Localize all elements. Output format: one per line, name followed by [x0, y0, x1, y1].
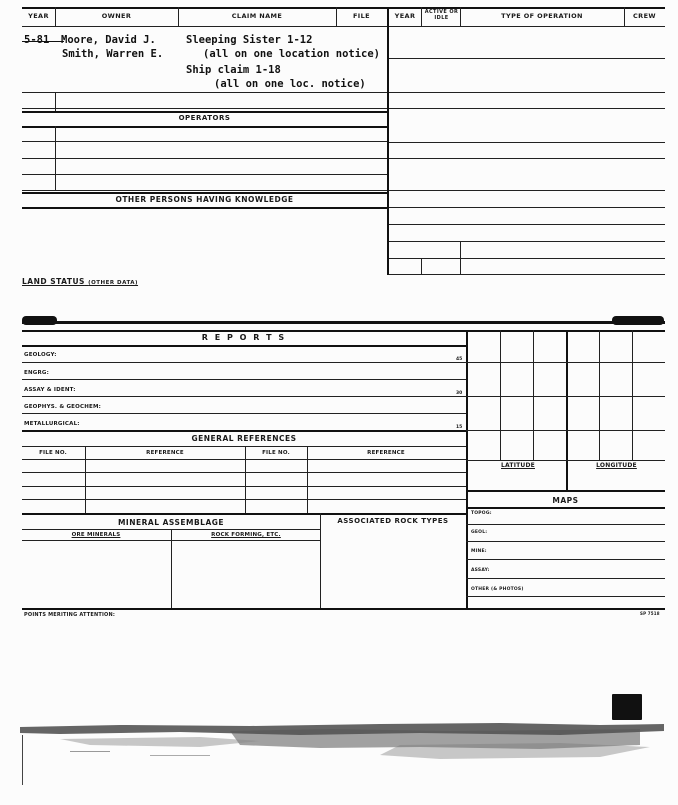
maps-heading: MAPS — [552, 496, 579, 505]
grid-col — [533, 330, 534, 460]
assay-map-label: ASSAY: — [471, 568, 490, 573]
row-line — [22, 446, 466, 447]
section-line — [22, 430, 466, 432]
entry-year: 5-81 — [24, 34, 50, 46]
topog-label: TOPOG: — [471, 511, 492, 516]
mine-label: MINE: — [471, 549, 487, 554]
right-row-line — [389, 258, 665, 259]
top-border — [22, 7, 665, 9]
row-line — [22, 459, 466, 460]
col-divider — [245, 446, 246, 513]
row-line — [22, 396, 466, 397]
associated-rock-types-heading: ASSOCIATED ROCK TYPES — [337, 517, 449, 525]
owner-header: OWNER — [101, 12, 132, 20]
right-row-line — [389, 58, 665, 59]
crew-header: CREW — [633, 12, 656, 20]
col-divider — [55, 126, 56, 191]
section-line — [466, 507, 665, 509]
col-divider — [55, 92, 56, 111]
geophys-label: GEOPHYS. & GEOCHEM: — [24, 404, 102, 410]
row-line — [22, 540, 320, 541]
reference-2-header: REFERENCE — [367, 450, 405, 456]
grid-col — [632, 330, 633, 460]
bottom-line — [22, 608, 665, 610]
active-idle-header: ACTIVE OR IDLE — [424, 9, 459, 21]
right-row-line — [389, 274, 665, 275]
entry-claim-1-note: (all on one location notice) — [203, 48, 381, 60]
entry-claim-2: Ship claim 1-18 — [186, 64, 281, 76]
rock-forming-header: ROCK FORMING, ETC. — [211, 532, 281, 538]
row-line — [22, 92, 387, 93]
col-divider — [320, 513, 321, 608]
row-line — [22, 141, 387, 142]
section-line — [22, 192, 387, 194]
right-row-line — [389, 224, 665, 225]
right-row-line — [389, 207, 665, 208]
header-bottom-line — [22, 26, 665, 27]
file-no-2-header: FILE NO. — [262, 450, 290, 456]
other-persons-heading: OTHER PERSONS HAVING KNOWLEDGE — [115, 195, 294, 204]
row-line — [22, 413, 466, 414]
ref-number: 15 — [456, 425, 463, 430]
file-no-header: FILE NO. — [39, 450, 67, 456]
row-line — [22, 158, 387, 159]
grid-row — [466, 362, 665, 363]
ref-number: 30 — [456, 391, 463, 396]
grid-row — [466, 460, 665, 461]
row-line — [22, 174, 387, 175]
claim-name-header: CLAIM NAME — [231, 12, 283, 20]
engrg-label: ENGRG: — [24, 370, 50, 376]
grid-col — [599, 330, 600, 460]
row-line — [22, 108, 387, 109]
row-line — [466, 559, 665, 560]
row-line — [466, 596, 665, 597]
year2-header: YEAR — [394, 12, 416, 20]
section-line — [22, 207, 387, 209]
other-photos-label: OTHER (& PHOTOS) — [471, 587, 524, 592]
col-divider — [85, 446, 86, 513]
right-row-line — [389, 158, 665, 159]
right-row-line — [389, 92, 665, 93]
right-row-line — [389, 190, 665, 191]
reports-top-line — [22, 330, 665, 332]
row-line — [22, 499, 466, 500]
row-line — [22, 472, 466, 473]
reports-right-border — [466, 330, 468, 610]
row-line — [466, 541, 665, 542]
file-header: FILE — [352, 12, 371, 20]
right-row-line — [389, 142, 665, 143]
entry-owner-2: Smith, Warren E. — [62, 48, 164, 60]
operators-heading: OPERATORS — [178, 114, 231, 122]
metallurgical-label: METALLURGICAL: — [24, 421, 80, 427]
land-status-sub: (OTHER DATA) — [88, 280, 139, 286]
entry-owner-1: Moore, David J. — [61, 34, 156, 46]
land-status-heading — [22, 277, 138, 286]
scan-noise-band — [0, 715, 678, 805]
col-divider — [307, 446, 308, 513]
section-line — [466, 490, 665, 492]
reports-heading: R E P O R T S — [201, 333, 287, 342]
row-line — [22, 190, 387, 191]
grid-col — [500, 330, 501, 460]
entry-claim-1: Sleeping Sister 1-12 — [186, 34, 313, 46]
right-row-line — [389, 108, 665, 109]
row-line — [22, 379, 466, 380]
col-divider — [421, 7, 422, 27]
right-row-line — [389, 241, 665, 242]
grid-row — [466, 396, 665, 397]
reference-header: REFERENCE — [146, 450, 184, 456]
longitude-label: LONGITUDE — [596, 462, 637, 469]
row-line — [466, 578, 665, 579]
col-divider — [460, 241, 461, 274]
mineral-assemblage-heading: MINERAL ASSEMBLAGE — [117, 518, 225, 527]
geol-label: GEOL: — [471, 530, 488, 535]
entry-claim-2-note: (all on one loc. notice) — [214, 78, 366, 90]
geology-label: GEOLOGY: — [24, 352, 57, 358]
grid-row — [466, 430, 665, 431]
year-header: YEAR — [28, 12, 49, 20]
points-meriting-attention-label: POINTS MERITING ATTENTION: — [24, 612, 116, 618]
ore-minerals-header: ORE MINERALS — [71, 532, 121, 538]
section-line — [22, 345, 466, 347]
assay-ident-label: ASSAY & IDENT: — [24, 387, 76, 393]
row-line — [22, 486, 466, 487]
general-references-heading: GENERAL REFERENCES — [191, 434, 297, 443]
section-line — [22, 513, 466, 515]
row-line — [22, 362, 466, 363]
section-line — [22, 126, 387, 128]
type-of-operation-header: TYPE OF OPERATION — [501, 12, 583, 20]
strike-line — [22, 41, 64, 42]
col-divider — [421, 258, 422, 274]
main-divider — [387, 7, 389, 275]
land-status-label: LAND STATUS — [22, 277, 85, 286]
latitude-label: LATITUDE — [501, 462, 535, 469]
row-line — [466, 524, 665, 525]
divider-bar — [22, 321, 665, 324]
ref-number: 45 — [456, 357, 463, 362]
section-line — [22, 111, 387, 113]
form-code: SP 7518 — [640, 611, 660, 616]
